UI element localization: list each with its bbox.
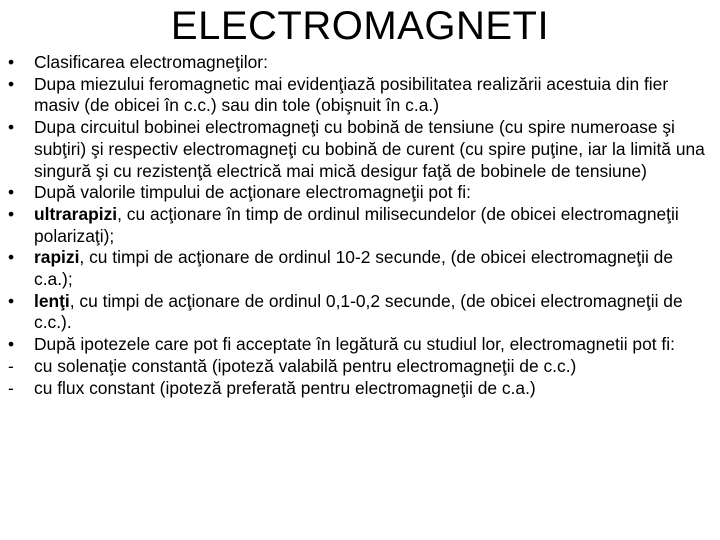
list-item bbox=[8, 291, 708, 334]
dash-marker: - bbox=[8, 355, 14, 376]
list-item bbox=[8, 356, 708, 378]
bold-term: lenţi bbox=[34, 290, 70, 311]
item-text: După valorile timpului de acţionare electromagneţii pot fi: bbox=[34, 182, 471, 203]
bullet-marker: • bbox=[8, 117, 15, 138]
item-text: Dupa miezului feromagnetic mai evidenţiază posibilitatea realizării acestuia din fier masiv (de obicei în c.c.) sau din tole (obişnuit în c.a.) bbox=[34, 73, 669, 116]
list-item bbox=[8, 247, 708, 290]
bold-term: rapizi bbox=[34, 247, 80, 268]
slide-title: ELECTROMAGNETI bbox=[170, 4, 550, 48]
bold-term: ultrarapizi bbox=[34, 203, 118, 224]
list-item bbox=[8, 204, 708, 247]
list-item bbox=[8, 52, 708, 74]
list-item bbox=[8, 117, 708, 182]
item-text: Dupa circuitul bobinei electromagneţi cu bobină de tensiune (cu spire numeroase şi subţiri) şi respectiv electromagneţi cu bobină de curent (cu spire puţine, iar la limită una singură şi cu rezistenţă electrică mai mică desigur faţă de bobinele de tensiune) bbox=[34, 117, 705, 181]
item-text: cu solenaţie constantă (ipoteză valabilă pentru electromagneţii de c.c.) bbox=[34, 355, 577, 376]
bullet-marker: • bbox=[8, 182, 15, 203]
item-text: , cu acţionare în timp de ordinul milisecundelor (de obicei electromagneţii polarizaţi); bbox=[34, 203, 679, 246]
bullet-list bbox=[8, 52, 708, 399]
item-text: , cu timpi de acţionare de ordinul 0,1-0,2 secunde, (de obicei electromagneţii de c.c.). bbox=[34, 290, 683, 333]
list-item bbox=[8, 182, 708, 204]
list-item bbox=[8, 378, 708, 400]
dash-marker: - bbox=[8, 377, 14, 398]
item-text: cu flux constant (ipoteză preferată pentru electromagneţii de c.a.) bbox=[34, 377, 536, 398]
list-item bbox=[8, 74, 708, 117]
bullet-marker: • bbox=[8, 247, 15, 268]
bullet-marker: • bbox=[8, 73, 15, 94]
list-item bbox=[8, 334, 708, 356]
item-text: Clasificarea electromagneţilor: bbox=[34, 52, 268, 72]
bullet-marker: • bbox=[8, 290, 15, 311]
bullet-marker: • bbox=[8, 334, 15, 355]
item-text: După ipotezele care pot fi acceptate în legătură cu studiul lor, electromagnetii pot fi: bbox=[34, 334, 675, 355]
item-text: , cu timpi de acţionare de ordinul 10-2 secunde, (de obicei electromagneţii de c.a.); bbox=[34, 247, 673, 290]
bullet-marker: • bbox=[8, 52, 15, 72]
bullet-marker: • bbox=[8, 203, 15, 224]
